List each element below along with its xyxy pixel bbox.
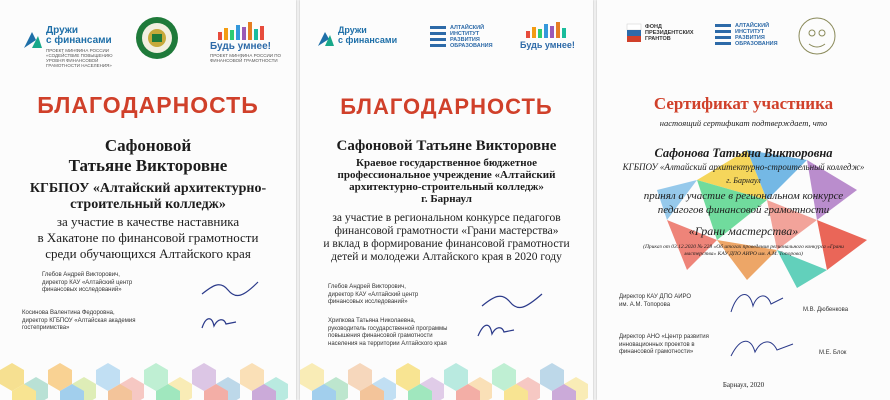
owl-emblem — [797, 16, 841, 60]
signatory-position: повышения финансовой грамотности — [328, 333, 433, 339]
signature-1 — [727, 282, 787, 322]
stripes-icon — [715, 24, 733, 48]
logo-text: Дружи с финансами — [338, 25, 398, 45]
organization-line: профессиональное учреждение «Алтайский — [337, 169, 556, 181]
contest-name: «Грани мастерства» — [688, 224, 799, 238]
academy-emblem — [135, 16, 179, 60]
logo-mark-icon — [22, 28, 44, 50]
signatory-position: гостеприимства» — [22, 325, 70, 331]
document-title: БЛАГОДАРНОСТЬ — [37, 92, 259, 118]
logo-text: Будь умнее! — [520, 40, 575, 50]
document-title: Сертификат участника — [653, 94, 834, 113]
hexagon-pattern — [0, 330, 296, 400]
citation-line: педагогов финансовой грамотности — [657, 204, 830, 216]
logo-text: Дружи с финансами — [46, 25, 112, 46]
recipient-name: Сафоновой Татьяне Викторовне — [336, 138, 557, 154]
druzhi-s-finansami-logo — [316, 26, 396, 56]
citation-line: за участие в региональном конкурсе педагогов — [332, 212, 561, 224]
city: г. Барнаул — [726, 176, 761, 185]
signature-1 — [480, 286, 544, 312]
signatory-position: финансовых исследований» — [328, 299, 408, 305]
logo-row — [0, 16, 296, 66]
participant-certificate — [597, 0, 890, 400]
citation-line: детей и молодежи Алтайского края в 2020 году — [331, 251, 562, 263]
signatory-position: финансовой грамотности» — [619, 349, 694, 355]
order-reference: (Приказ от 03.12.2020 № 228 «Об итогах проведения регионального конкурса «Грани — [643, 244, 844, 250]
signatory-name: М.Е. Блок — [819, 350, 847, 356]
bars-icon — [526, 22, 576, 38]
emblem-seal-icon — [135, 16, 179, 60]
organization: КГБПОУ «Алтайский архитектурно-строительный колледж» — [622, 162, 865, 172]
airo-logo — [430, 22, 510, 58]
signatory-position: Директор КАУ ДПО АИРО — [619, 294, 692, 300]
organization-line: КГБПОУ «Алтайский архитектурно- — [29, 181, 267, 196]
presidential-grants-fund-logo — [627, 22, 707, 52]
signature-2 — [727, 330, 797, 370]
recipient-name: Сафонова Татьяна Викторовна — [654, 146, 833, 160]
document-title: БЛАГОДАРНОСТЬ — [340, 94, 553, 119]
place-and-year: Барнаул, 2020 — [722, 381, 765, 389]
bars-icon — [218, 22, 278, 40]
organization-line: Краевое государственное бюджетное — [355, 157, 538, 169]
signatory-position: директор КАУ «Алтайский центр — [328, 291, 419, 298]
signatory-name: М.В. Дюбенкова — [803, 307, 849, 313]
organization-line: архитектурно-строительный колледж» — [349, 181, 544, 193]
organization-line: г. Барнаул — [421, 193, 472, 205]
logo-mark-icon — [316, 28, 336, 48]
signatory-position: Директор АНО «Центр развития — [619, 334, 709, 340]
signature-2 — [200, 312, 240, 332]
recipient-surname: Сафоновой — [104, 136, 192, 155]
logo-caption: ПРОЕКТ МИНФИНА РОССИИ «СОДЕЙСТВИЕ ПОВЫШЕНИЮ УРОВНЯ ФИНАНСОВОЙ ГРАМОТНОСТИ НАСЕЛЕНИЯ» — [46, 48, 113, 68]
logo-text: АЛТАЙСКИЙ ИНСТИТУТ РАЗВИТИЯ ОБРАЗОВАНИЯ — [450, 25, 493, 49]
logo-text: АЛТАЙСКИЙ ИНСТИТУТ РАЗВИТИЯ ОБРАЗОВАНИЯ — [735, 23, 778, 47]
bud-umnee-logo — [520, 22, 584, 58]
signatory-1 — [619, 294, 691, 309]
signatory-1 — [328, 284, 418, 307]
order-reference: мастерства» КАУ ДПО АИРО им. А.М. Топорова) — [684, 251, 803, 257]
owl-icon — [797, 16, 837, 56]
citation-line: финансовой грамотности «Грани мастерства» — [334, 225, 559, 237]
subtitle: настоящий сертификат подтверждает, что — [659, 118, 828, 128]
certificate-gratitude-contest — [300, 0, 593, 400]
signatory-position: финансовых исследований» — [42, 287, 122, 293]
airo-logo — [715, 20, 795, 54]
citation-line: принял а участие в региональном конкурсе — [643, 190, 844, 202]
logo-text: ФОНД ПРЕЗИДЕНТСКИХ ГРАНТОВ — [645, 24, 694, 43]
signatory-name: Хрипкова Татьяна Николаевна, — [328, 318, 416, 324]
signatory-name: Глебов Андрей Викторович, — [328, 284, 406, 290]
stripes-icon — [430, 26, 448, 50]
citation-line: за участие в качестве наставника — [56, 214, 240, 229]
signatory-1 — [42, 272, 132, 295]
citation-line: среди обучающихся Алтайского края — [45, 246, 251, 261]
signatory-position: руководитель государственной программы — [328, 325, 448, 332]
recipient-given-names: Татьяне Викторовне — [68, 156, 228, 175]
logo-row — [597, 16, 890, 66]
signatory-position: директор КАУ «Алтайский центр — [42, 279, 133, 286]
signatory-2 — [619, 334, 709, 357]
signatory-position: инновационных проектов в — [619, 341, 695, 348]
signatory-position: директор КГБПОУ «Алтайская академия — [22, 317, 136, 324]
hexagon-pattern — [300, 330, 593, 400]
logo-text: Будь умнее! — [210, 41, 271, 52]
signature-1 — [200, 276, 260, 300]
citation-line: в Хакатоне по финансовой грамотности — [37, 230, 259, 245]
signatory-position: населения на территории Алтайского края — [328, 340, 447, 347]
bud-umnee-logo — [210, 22, 286, 62]
signatory-name: Косинова Валентина Федоровна, — [22, 310, 115, 316]
signatory-position: им. А.М. Топорова — [619, 301, 671, 308]
organization-line: строительный колледж» — [70, 197, 226, 212]
logo-caption: ПРОЕКТ МИНФИНА РОССИИ ПО ФИНАНСОВОЙ ГРАМОТНОСТИ — [210, 53, 282, 63]
logo-row — [300, 16, 593, 66]
druzhi-s-finansami-logo — [22, 25, 113, 68]
certificate-gratitude-hackathon — [0, 0, 296, 400]
signatory-name: Глебов Андрей Викторович, — [42, 272, 120, 278]
citation-line: и вклад в формирование финансовой грамотности — [323, 238, 570, 250]
flag-icon — [627, 24, 643, 44]
